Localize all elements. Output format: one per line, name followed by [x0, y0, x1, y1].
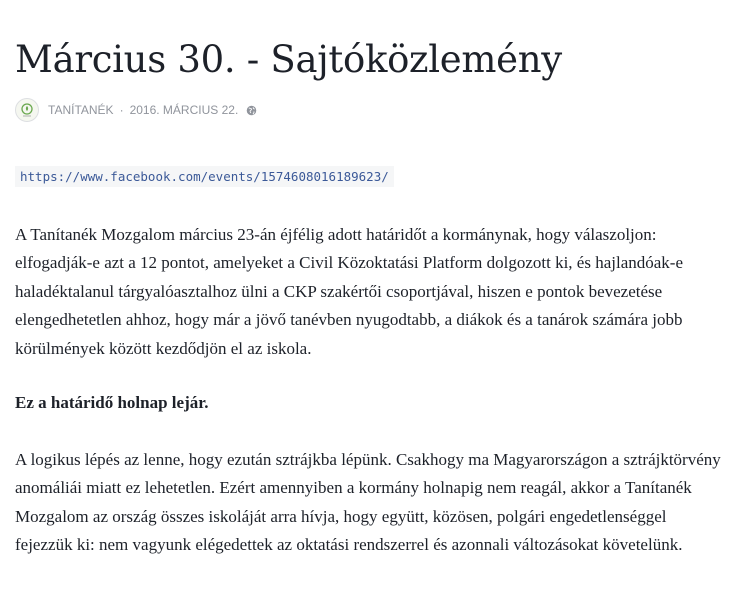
byline-separator: · [119, 103, 124, 117]
globe-icon [246, 105, 257, 116]
publish-date[interactable]: 2016. MÁRCIUS 22. [129, 103, 239, 117]
body-paragraph: A Tanítanék Mozgalom március 23-án éjfélig adott határidőt a kormánynak, hogy válaszoljon: elfogadják-e azt a 12 pontot, amelyeket a Civil Közoktatási Platform dolgozott ki, és hajlandóak-e haladéktalanul tárgyalóasztalhoz ülni a CKP szakértői csoportjával, hiszen e pontok bevezetése elengedhetetlen ahhoz, hogy már a jövő tanévben nyugodtabb, a diákok és a tanárok számára jobb körülmények között kezdődjön el az iskola. [15, 225, 683, 358]
author-name[interactable]: TANÍTANÉK [48, 103, 114, 117]
byline [15, 96, 257, 124]
tanitanek-logo-icon [19, 102, 35, 118]
page-title: Március 30. - Sajtóközlemény [15, 38, 562, 81]
body-paragraph: A logikus lépés az lenne, hogy ezután sztrájkba lépünk. Csakhogy ma Magyarországon a sztrájktörvény anomáliái miatt ez lehetetlen. Ezért amennyiben a kormány holnapig nem reagál, akkor a Tanítanék Mozgalom az ország összes iskoláját arra hívja, hogy együtt, közösen, polgári engedetlenséggel fejezzük ki: nem vagyunk elégedettek az oktatási rendszerrel és azonnali változásokat követelünk. [15, 450, 721, 555]
event-link[interactable]: https://www.facebook.com/events/1574608016189623/ [15, 166, 394, 187]
author-avatar[interactable] [15, 98, 39, 122]
bold-statement: Ez a határidő holnap lejár. [15, 393, 209, 412]
